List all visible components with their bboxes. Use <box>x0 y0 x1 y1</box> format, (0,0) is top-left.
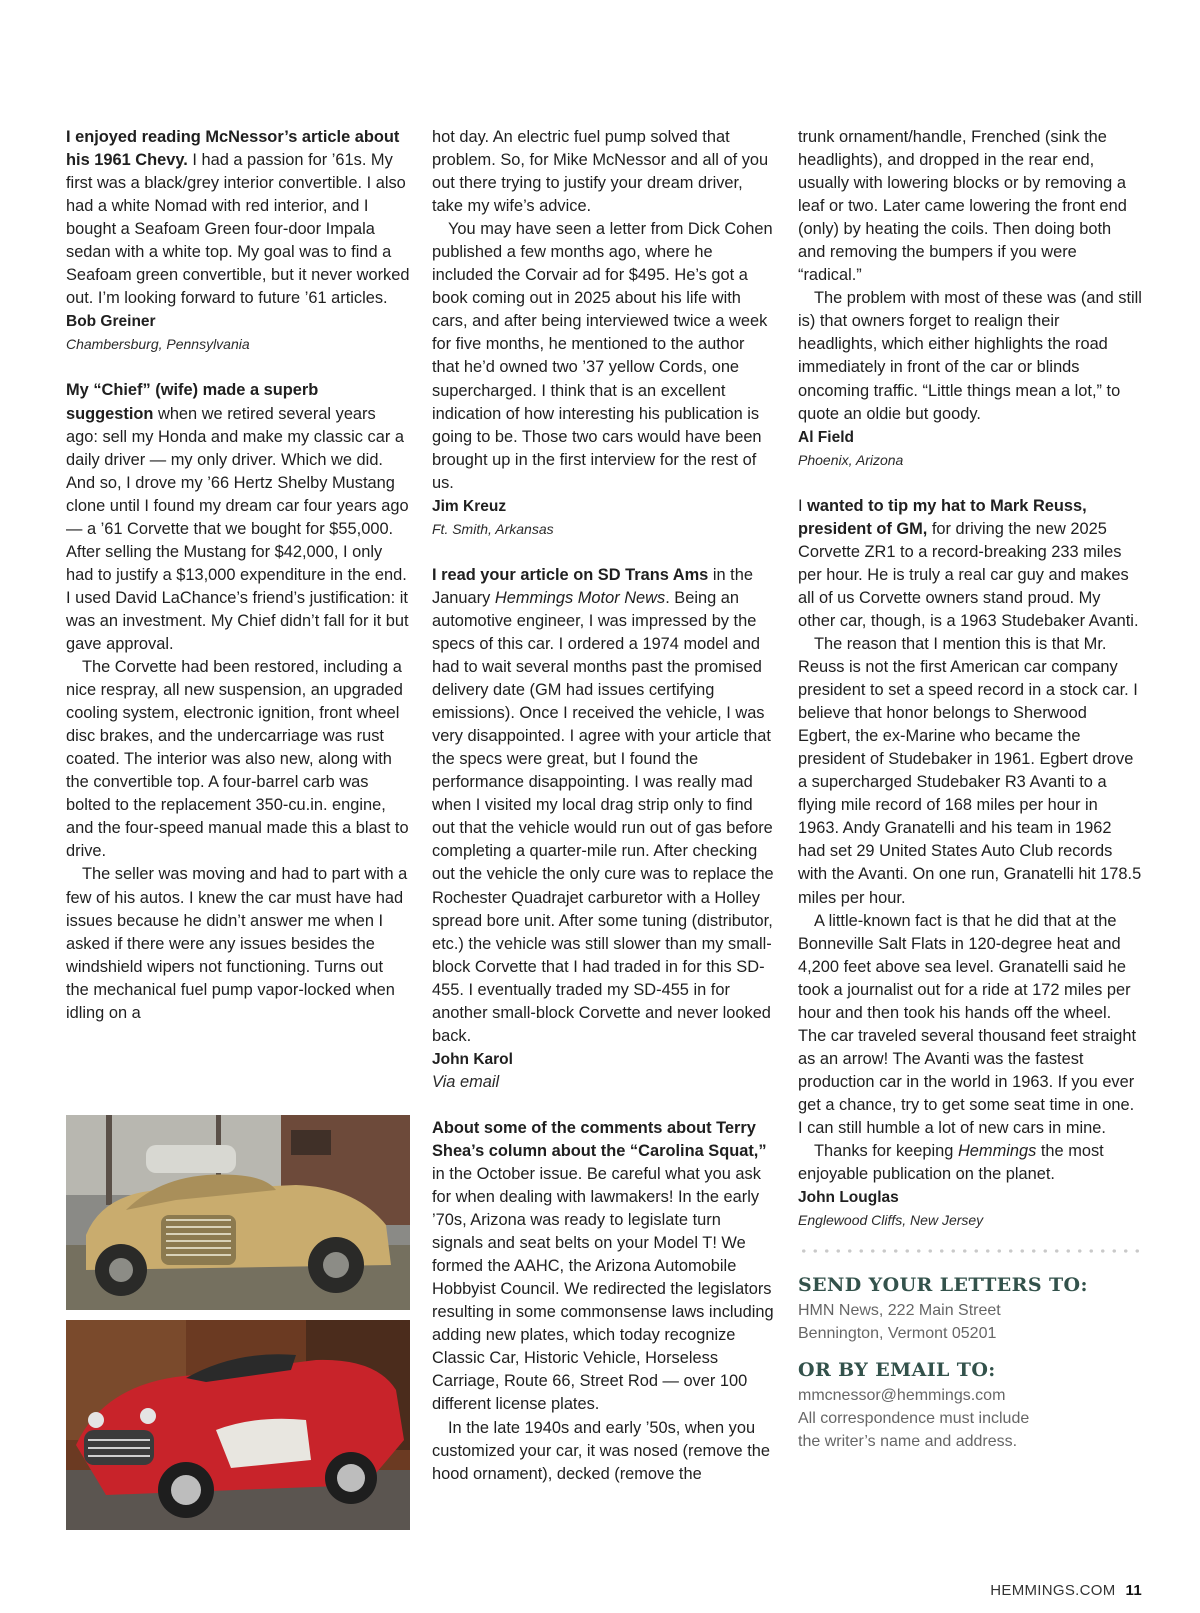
signature-name: John Louglas <box>798 1189 899 1207</box>
cord-convertible-image <box>66 1115 410 1310</box>
letter-paragraph: trunk ornament/handle, Frenched (sink the headlights), and dropped in the rear end, usually with lowering blocks or by removing a leaf or two. Later came lowering the front end (only) by heating the coils. Then doing both and removing the bumpers if you were “radical.” <box>798 128 1127 285</box>
signature-location: Englewood Cliffs, New Jersey <box>798 1212 984 1229</box>
letter-text: Thanks for keeping <box>814 1142 958 1161</box>
letter-paragraph <box>432 564 776 1048</box>
letter-paragraph: hot day. An electric fuel pump solved that problem. So, for Mike McNessor and all of you out there trying to justify your dream driver, take my wife’s advice. <box>432 128 769 216</box>
signature-location: Via email <box>432 1072 500 1091</box>
signature-name: John Karol <box>432 1050 513 1068</box>
publication-title: Hemmings <box>957 1142 1037 1161</box>
mailing-address-line: Bennington, Vermont 05201 <box>798 1325 997 1343</box>
letter-louglas <box>798 495 1142 1233</box>
signature-name: Jim Kreuz <box>432 497 507 515</box>
letter-text: . Being an automotive engineer, I was impressed by the specs of this car. I ordered a 1974 model and had to wait several months past the promised delivery date (GM had issues certifying emissions). Once I received the vehicle, I was very disappointed. I agree with your article that the specs were great, but I found the performance disappointing. I was really mad when I visited my local drag strip only to find out that the vehicle would run out of gas before completing a quarter-mile run. After checking out the vehicle the only cure was to replace the Rochester Quadrajet carburetor with a Holley spread bore unit. After some tuning (distributor, etc.) the vehicle was still slower than my small-block Corvette that I had traded in for this SD-455. I eventually traded my SD-455 in for another small-block Corvette and never looked back. <box>432 588 774 1045</box>
letter-paragraph <box>798 495 1142 633</box>
letter-paragraph: In the late 1940s and early ’50s, when you customized your car, it was nosed (remove the hood ornament), decked (remove the <box>432 1418 770 1483</box>
signature-location: Ft. Smith, Arkansas <box>432 520 554 537</box>
corvette-convertible-image <box>66 1320 410 1530</box>
signature-location: Chambersburg, Pennsylvania <box>66 336 250 353</box>
send-letters-heading: SEND YOUR LETTERS TO: <box>798 1274 1088 1297</box>
letter-paragraph: You may have seen a letter from Dick Cohen published a few months ago, where he included the Corvair ad for $495. He’s got a book coming out in 2025 about his life with cars, and after being interviewed twice a week for five months, he mentioned to the author that he’d owned two ’37 yellow Cords, one supercharged. I think that is an excellent indication of how interesting his publication is going to be. Those two cars would have been brought up in the first interview for the rest of us. <box>432 220 773 492</box>
letter-text: in the January <box>432 565 753 607</box>
letter-paragraph: The problem with most of these was (and still is) that owners forget to realign their headlights, which either highlights the road immediately in front of the car or blinds oncoming traffic. “Little things mean a lot,” to quote an oldie but goody. <box>798 289 1142 423</box>
letter-paragraph <box>66 379 410 656</box>
letter-lead: I read your article on SD Trans Ams <box>432 565 709 584</box>
letter-paragraph <box>432 1117 776 1417</box>
letter-paragraph: The Corvette had been restored, including a nice respray, all new suspension, an upgraded cooling system, electronic ignition, front wheel disc brakes, and the undercarriage was rust coated. The interior was also new, along with the convertible top. A four-barrel carb was bolted to the replacement 350-cu.in. engine, and the four-speed manual made this a blast to drive. <box>66 658 409 861</box>
letter-text: I had a passion for ’61s. My first was a black/grey interior convertible. I also had a white Nomad with red interior, and I bought a Seafoam Green four-door Impala sedan with a white top. My goal was to find a Seafoam green convertible, but it never worked out. I’m looking forward to future ’61 articles. <box>66 151 410 308</box>
letter-chief <box>66 379 410 1024</box>
letter-paragraph: The reason that I mention this is that Mr. Reuss is not the first American car company president to set a speed record in a stock car. I believe that honor belongs to Sherwood Egbert, the ex-Marine who became the president of Studebaker in 1961. Egbert drove a supercharged Studebaker R3 Avanti to a flying mile record of 168 miles per hour in 1963. Andy Granatelli and his team in 1962 had set 29 United States Auto Club records with the Avanti. On one run, Granatelli hit 178.5 miles per hour. <box>798 634 1142 907</box>
correspondence-note: the writer’s name and address. <box>798 1433 1018 1451</box>
letter-text: the most enjoyable publication on the planet. <box>798 1142 1104 1184</box>
letter-paragraph <box>798 1140 1142 1186</box>
cord-convertible-photo <box>66 1115 410 1310</box>
letter-text: in the October issue. Be careful what you ask for when dealing with lawmakers! In the early ’70s, Arizona was ready to legislate turn signals and seat belts on your Model T! We formed the AAHC, the Arizona Automobile Hobbyist Council. We redirected the legislators resulting in some commonsense laws including adding new plates, which today recognize Classic Car, Historic Vehicle, Horseless Carriage, Route 66, Street Rod — over 100 different license plates. <box>432 1165 774 1414</box>
signature-location: Phoenix, Arizona <box>798 451 904 468</box>
letter-text: for driving the new 2025 Corvette ZR1 to a record-breaking 233 miles per hour. He is truly a real car guy and makes all of us Corvette owners stand proud. My other car, though, is a 1963 Studebaker Avanti. <box>798 519 1139 630</box>
letter-karol <box>432 564 776 1094</box>
email-heading: OR BY EMAIL TO: <box>798 1359 996 1382</box>
letter-field <box>432 1117 776 1486</box>
letter-lead: I enjoyed reading McNessor’s article about his 1961 Chevy. <box>66 128 400 170</box>
letter-chief-continued <box>432 126 776 218</box>
letter-lead: My “Chief” (wife) made a superb suggestion <box>66 381 319 423</box>
email-block <box>798 1359 1142 1453</box>
correspondence-note: All correspondence must include <box>798 1410 1030 1428</box>
signature-name: Al Field <box>798 428 854 446</box>
signature-name: Bob Greiner <box>66 313 156 331</box>
page-footer <box>990 1582 1142 1599</box>
letter-paragraph: A little-known fact is that he did that at the Bonneville Salt Flats in 120-degree heat and 4,200 feet above sea level. Granatelli said he took a journalist out for a ride at 172 miles per hour and then took his hands off the wheel. The car traveled several thousand feet straight as an arrow! The Avanti was the fastest production car in the world in 1963. If you ever get a chance, try to get some seat time in one. I can still humble a lot of new cars in mine. <box>798 911 1137 1137</box>
site-name[interactable]: HEMMINGS.COM <box>990 1582 1116 1599</box>
letter-field-continued <box>798 126 1142 472</box>
mailing-address-line: HMN News, 222 Main Street <box>798 1302 1001 1320</box>
dotted-divider <box>798 1248 1142 1254</box>
letter-paragraph: The seller was moving and had to part with a few of his autos. I knew the car must have had issues because he didn’t answer me when I asked if there were any issues besides the windshield wipers not functioning. Turns out the mechanical fuel pump vapor-locked when idling on a <box>66 865 408 1022</box>
column-2 <box>432 126 776 1509</box>
letter-lead: About some of the comments about Terry Shea’s column about the “Carolina Squat,” <box>432 1118 767 1160</box>
column-1 <box>66 126 410 1048</box>
email-address[interactable]: mmcnessor@hemmings.com <box>798 1387 1006 1405</box>
letter-text: when we retired several years ago: sell my Honda and make my classic car a daily driver — my only driver. Which we did. And so, I drove my ’66 Hertz Shelby Mustang clone until I found my dream car four years ago — a ’61 Corvette that we bought for $55,000. After selling the Mustang for $42,000, I only had to justify a $13,000 expenditure in the end. I used David LaChance’s friend’s justification: it was an investment. My Chief didn’t fall for it but gave approval. <box>66 404 409 653</box>
letter-greiner <box>66 126 410 356</box>
letter-lead: wanted to tip my hat to Mark Reuss, president of GM, <box>798 496 1087 538</box>
column-3 <box>798 126 1142 1467</box>
letter-kreuz <box>432 218 776 541</box>
letter-text: I <box>798 496 808 515</box>
publication-title: Hemmings Motor News <box>494 588 666 607</box>
letter-body <box>66 126 410 310</box>
corvette-convertible-photo <box>66 1320 410 1530</box>
send-letters-block <box>798 1274 1142 1345</box>
page-number: 11 <box>1125 1582 1142 1599</box>
